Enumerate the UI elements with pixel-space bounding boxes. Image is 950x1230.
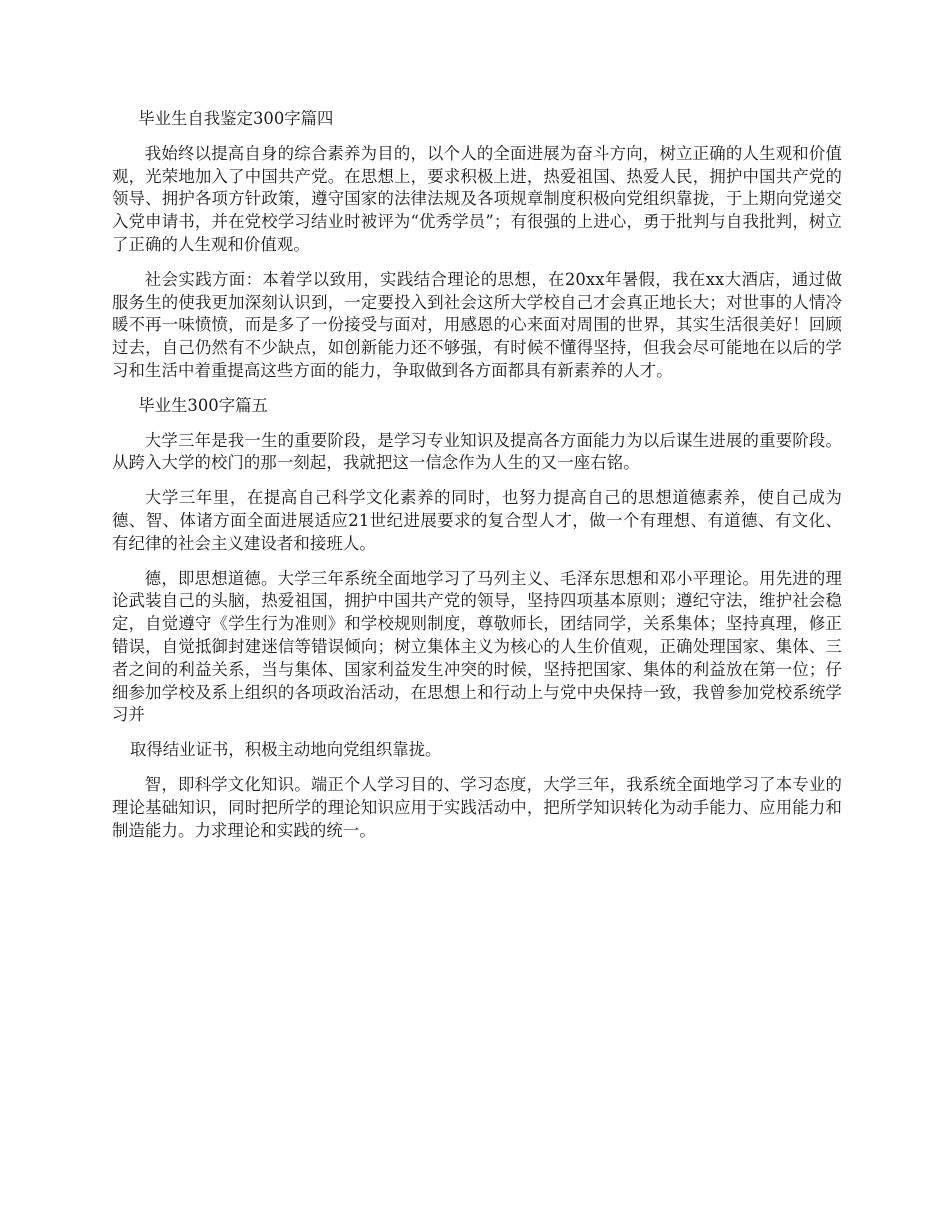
paragraph-university-stage: 大学三年是我一生的重要阶段，是学习专业知识及提高各方面能力为以后谋生进展的重要阶段。从跨入大学的校门的那一刻起，我就把这一信念作为人生的又一座右铭。 [112, 430, 842, 473]
paragraph-social-practice: 社会实践方面：本着学以致用，实践结合理论的思想，在20xx年暑假，我在xx大酒店，通过做服务生的使我更加深刻认识到，一定要投入到社会这所大学校自己才会真正地长大；对世事的人情冷暖不再一味愤愤，而是多了一份接受与面对，用感恩的心来面对周围的世界，其实生活很美好！回顾过去，自己仍然有不少缺点，如创新能力还不够强，有时候不懂得坚持，但我会尽可能地在以后的学习和生活中着重提高这些方面的能力，争取做到各方面都具有新素养的人才。 [112, 269, 842, 380]
paragraph-intellect: 智，即科学文化知识。端正个人学习目的、学习态度，大学三年，我系统全面地学习了本专业的理论基础知识，同时把所学的理论知识应用于实践活动中，把所学知识转化为动手能力、应用能力和制造能力。力求理论和实践的统一。 [112, 774, 842, 840]
section-heading-4: 毕业生自我鉴定300字篇四 [138, 109, 334, 128]
paragraph-continuation: 取得结业证书，积极主动地向党组织靠拢。 [130, 740, 442, 760]
paragraph-moral: 德，即思想道德。大学三年系统全面地学习了马列主义、毛泽东思想和邓小平理论。用先进的理论武装自己的头脑，热爱祖国，拥护中国共产党的领导，坚持四项基本原则；遵纪守法，维护社会稳定，自觉遵守《学生行为准则》和学校规则制度，尊敬师长，团结同学，关系集体；坚持真理，修正错误，自觉抵御封建迷信等错误倾向；树立集体主义为核心的人生价值观，正确处理国家、集体、三者之间的利益关系，当与集体、国家利益发生冲突的时候，坚持把国家、集体的利益放在第一位；仔细参加学校及系上组织的各项政治活动，在思想上和行动上与党中央保持一致，我曾参加党校系统学习并 [112, 568, 842, 725]
section-heading-5: 毕业生300字篇五 [138, 395, 268, 415]
paragraph-political-thought: 我始终以提高自身的综合素养为目的，以个人的全面进展为奋斗方向，树立正确的人生观和价值观，光荣地加入了中国共产党。在思想上，要求积极上进，热爱祖国、热爱人民，拥护中国共产党的领导、拥护各项方针政策，遵守国家的法律法规及各项规章制度积极向党组织靠拢，于上期向党递交入党申请书，并在党校学习结业时被评为“优秀学员”；有很强的上进心，勇于批判与自我批判，树立了正确的人生观和价值观。 [112, 143, 842, 254]
paragraph-three-years: 大学三年里，在提高自己科学文化素养的同时，也努力提高自己的思想道德素养，使自己成为德、智、体诸方面全面进展适应21世纪进展要求的复合型人才，做一个有理想、有道德、有文化、有纪律的社会主义建设者和接班人。 [112, 488, 842, 553]
document-page [112, 108, 842, 854]
